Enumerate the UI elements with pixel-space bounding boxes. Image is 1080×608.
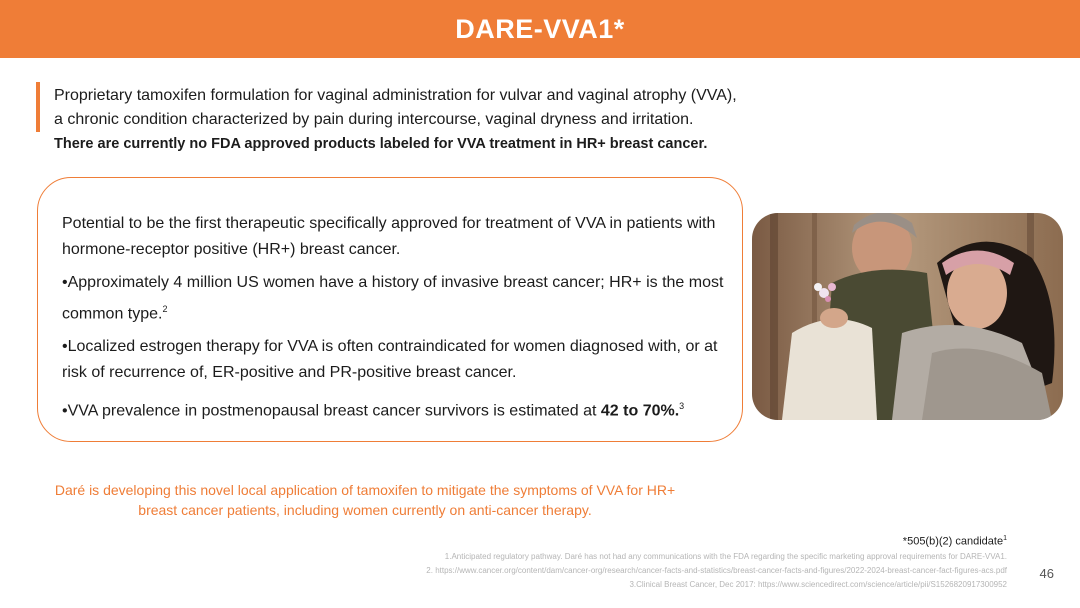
intro-line-1: Proprietary tamoxifen formulation for vaginal administration for vulvar and vaginal atrophy (VVA),: [54, 87, 737, 104]
candidate-note: [903, 535, 1007, 548]
bullet-3-bold: 42 to 70%.: [600, 402, 680, 420]
bullet-1: [62, 270, 732, 327]
intro-bold-line: There are currently no FDA approved products labeled for VVA treatment in HR+ breast cancer.: [54, 136, 708, 152]
footer-note-line-2: breast cancer patients, including women currently on anti-cancer therapy.: [138, 502, 592, 518]
bullet-1-ref: 2: [162, 304, 168, 314]
accent-bar: [36, 82, 40, 132]
footer-note-line-1: Daré is developing this novel local application of tamoxifen to mitigate the symptoms of VVA for HR+: [54, 482, 676, 498]
intro-text: [54, 84, 814, 156]
highlight-box-text: [62, 211, 732, 432]
couple-photo: [752, 213, 1063, 420]
bullet-3-ref: 3: [679, 401, 685, 412]
page-number: 46: [1039, 566, 1054, 581]
bullet-1-text: •Approximately 4 million US women have a history of invasive breast cancer; HR+ is the most common type.: [62, 274, 724, 323]
box-paragraph: Potential to be the first therapeutic specifically approved for treatment of VVA in patients with hormone-receptor positive (HR+) breast cancer.: [62, 215, 716, 258]
footer-note: [40, 480, 690, 520]
reference-1: 1.Anticipated regulatory pathway. Daré has not had any communications with the FDA regarding the specific marketing approval requirements for DARE-VVA1.: [444, 552, 1007, 561]
slide-title: DARE-VVA1*: [455, 13, 625, 44]
bullet-3-text: •VVA prevalence in postmenopausal breast cancer survivors is estimated at: [62, 402, 601, 420]
bullet-3: [62, 393, 732, 424]
reference-3: 3.Clinical Breast Cancer, Dec 2017: https://www.sciencedirect.com/science/article/pii/S1526820917300952: [629, 580, 1007, 589]
candidate-text: *505(b)(2) candidate: [902, 535, 1004, 548]
references: [247, 550, 1007, 592]
intro-line-2: a chronic condition characterized by pain during intercourse, vaginal dryness and irritation.: [54, 111, 694, 128]
candidate-ref: 1: [1003, 535, 1007, 542]
title-banner: [0, 0, 1080, 58]
reference-2: 2. https://www.cancer.org/content/dam/cancer-org/research/cancer-facts-and-statistics/breast-cancer-facts-and-figures/2022-2024-breast-cancer-fact-figures-acs.pdf: [426, 566, 1007, 575]
bullet-2: •Localized estrogen therapy for VVA is often contraindicated for women diagnosed with, or at risk of recurrence of, ER-positive and PR-positive breast cancer.: [62, 338, 718, 382]
